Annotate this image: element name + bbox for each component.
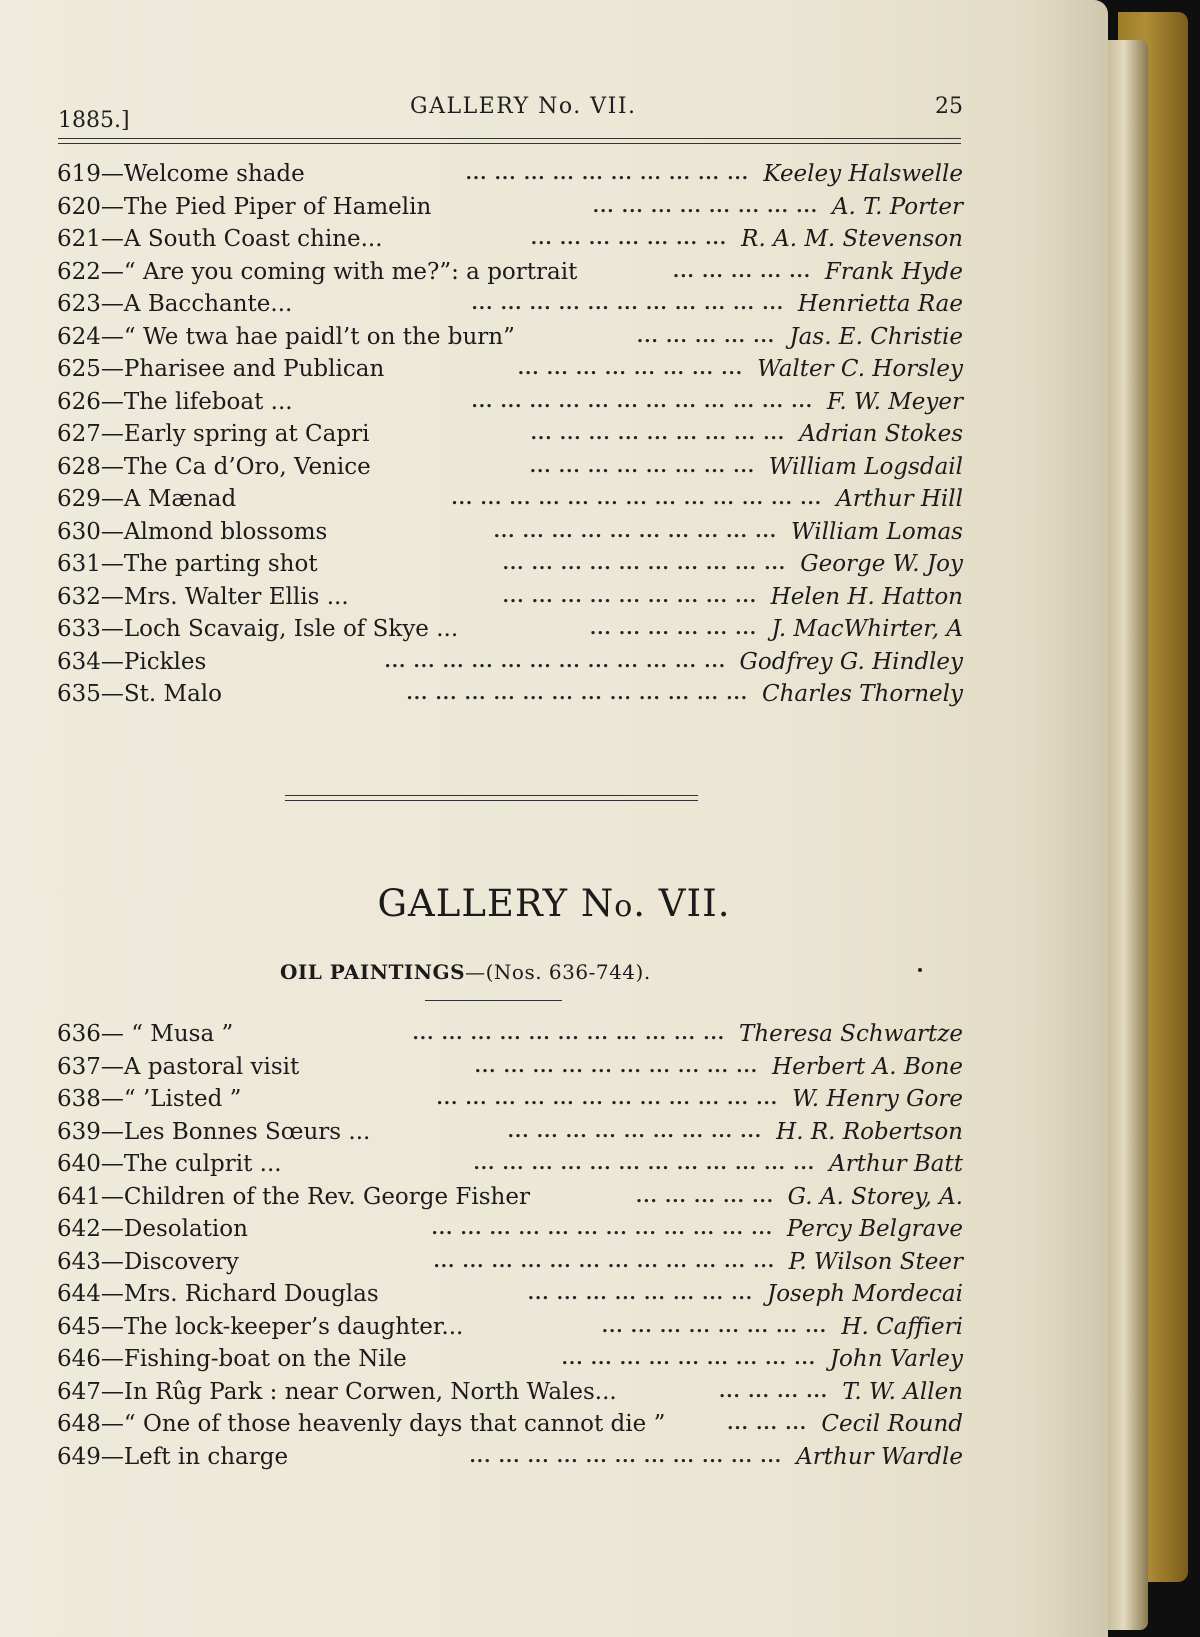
entry-title: 623—A Bacchante... (57, 291, 293, 317)
catalogue-entry (57, 321, 963, 354)
catalogue-entry (57, 386, 963, 419)
entry-title: 644—Mrs. Richard Douglas (57, 1281, 379, 1307)
entry-artist: J. MacWhirter, A (771, 616, 963, 642)
entry-artist: Percy Belgrave (786, 1216, 963, 1242)
leader-dots: ... ... ... ... ... ... ... ... ... ... ... ... (406, 683, 748, 704)
section-title-end: . VII. (633, 882, 731, 925)
entry-title: 620—The Pied Piper of Hamelin (57, 193, 432, 220)
catalogue-entry (57, 158, 963, 191)
leader-dots: ... ... ... ... ... ... ... ... ... ... (493, 520, 777, 542)
catalogue-entry (57, 581, 963, 614)
leader-dots: ... ... ... ... ... ... ... ... ... ... ... ... (436, 1088, 778, 1109)
catalogue-entry (57, 1051, 963, 1084)
catalogue-entry (57, 1441, 963, 1474)
catalogue-entry (57, 1408, 963, 1441)
leader-dots: ... ... ... (727, 1413, 807, 1434)
header-title: GALLERY No. VII. (410, 94, 637, 119)
entry-title: 641—Children of the Rev. George Fisher (57, 1183, 530, 1210)
leader-dots: ... ... ... ... ... ... ... ... ... ... ... ... (433, 1250, 775, 1272)
catalogue-entry (57, 1343, 963, 1376)
leader-dots: ... ... ... ... ... ... ... ... ... (502, 585, 757, 607)
catalogue-list-bottom (57, 1018, 963, 1473)
leader-dots: ... ... ... ... ... ... ... ... ... ... ... ... (473, 1153, 815, 1174)
entry-artist: Arthur Hill (836, 486, 963, 512)
entry-artist: H. Caffieri (841, 1313, 963, 1340)
section-title-small: o (614, 889, 634, 924)
catalogue-entry (57, 1181, 963, 1214)
leader-dots: ... ... ... ... ... (635, 1185, 774, 1207)
entry-artist: William Logsdail (768, 453, 963, 480)
entry-artist: G. A. Storey, A. (787, 1183, 963, 1210)
entry-artist: Theresa Schwartze (738, 1021, 963, 1047)
catalogue-entry (57, 223, 963, 256)
entry-title: 619—Welcome shade (57, 161, 305, 187)
catalogue-entry (57, 1376, 963, 1409)
leader-dots: ... ... ... ... ... ... ... ... ... (507, 1120, 762, 1142)
catalogue-list-top (57, 158, 963, 711)
entry-artist: John Varley (829, 1346, 963, 1372)
entry-title: 638—“ ’Listed ” (57, 1086, 242, 1112)
entry-title: 628—The Ca d’Oro, Venice (57, 453, 371, 480)
catalogue-entry (57, 678, 963, 711)
leader-dots: ... ... ... ... ... ... ... ... (592, 195, 818, 217)
entry-title: 630—Almond blossoms (57, 518, 328, 545)
catalogue-entry (57, 1246, 963, 1279)
leader-dots: ... ... ... ... ... ... ... ... ... (530, 423, 785, 444)
entry-title: 640—The culprit ... (57, 1151, 282, 1177)
entry-artist: A. T. Porter (831, 193, 963, 220)
page-number: 25 (935, 94, 963, 119)
catalogue-entry (57, 1018, 963, 1051)
leader-dots: ... ... ... ... ... (636, 325, 775, 347)
entry-artist: Helen H. Hatton (770, 583, 963, 610)
catalogue-entry (57, 1278, 963, 1311)
entry-title: 629—A Mænad (57, 486, 237, 512)
entry-artist: Joseph Mordecai (766, 1281, 963, 1307)
leader-dots: ... ... ... ... ... ... ... ... ... ... (474, 1055, 758, 1077)
entry-artist: Keeley Halswelle (763, 161, 963, 187)
entry-title: 642—Desolation (57, 1216, 248, 1242)
leader-dots: ... ... ... ... ... ... ... ... (517, 358, 743, 379)
catalogue-entry (57, 646, 963, 679)
entry-artist: Godfrey G. Hindley (739, 648, 963, 675)
leader-dots: ... ... ... ... ... ... ... ... (527, 1283, 753, 1304)
leader-dots: ... ... ... ... ... ... ... ... ... ... ... (471, 293, 784, 314)
entry-title: 649—Left in charge (57, 1443, 289, 1470)
entry-title: 647—In Rûg Park : near Corwen, North Wales... (57, 1378, 617, 1405)
entry-title: 622—“ Are you coming with me?”: a portrait (57, 258, 578, 285)
entry-artist: H. R. Robertson (776, 1118, 963, 1145)
catalogue-entry (57, 1083, 963, 1116)
catalogue-entry (57, 483, 963, 516)
section-title (0, 882, 1108, 925)
page-stack-edge (1108, 40, 1148, 1630)
leader-dots: ... ... ... ... ... ... ... ... ... ... ... ... (431, 1218, 773, 1239)
catalogue-entry (57, 1213, 963, 1246)
entry-title: 636— “ Musa ” (57, 1021, 234, 1047)
entry-artist: Adrian Stokes (799, 421, 963, 447)
entry-artist: Jas. E. Christie (789, 323, 963, 350)
header-year: 1885.] (58, 108, 130, 133)
section-subtitle (280, 960, 651, 984)
entry-title: 633—Loch Scavaig, Isle of Skye ... (57, 616, 459, 642)
leader-dots: ... ... ... ... ... ... ... ... (529, 455, 755, 477)
entry-title: 637—A pastoral visit (57, 1053, 300, 1080)
entry-artist: W. Henry Gore (792, 1086, 963, 1112)
entry-title: 646—Fishing-boat on the Nile (57, 1346, 407, 1372)
section-title-main: GALLERY N (377, 882, 615, 925)
entry-artist: Cecil Round (821, 1411, 963, 1437)
leader-dots: ... ... ... ... ... ... ... ... ... ... ... ... ... (451, 488, 822, 509)
entry-title: 631—The parting shot (57, 551, 318, 577)
subtitle-rule (425, 1000, 562, 1001)
entry-artist: William Lomas (791, 518, 963, 545)
catalogue-entry (57, 1148, 963, 1181)
leader-dots: ... ... ... ... ... ... ... ... ... ... (502, 553, 786, 574)
leader-dots: ... ... ... ... ... (672, 260, 811, 282)
entry-artist: Arthur Batt (829, 1151, 963, 1177)
catalogue-entry (57, 1116, 963, 1149)
leader-dots: ... ... ... ... ... ... ... ... (601, 1315, 827, 1337)
catalogue-entry (57, 516, 963, 549)
leader-dots: ... ... ... ... ... ... ... ... ... ... ... (469, 1445, 782, 1467)
entry-title: 639—Les Bonnes Sœurs ... (57, 1118, 371, 1145)
entry-artist: Frank Hyde (824, 258, 963, 285)
catalogue-entry (57, 353, 963, 386)
catalogue-entry (57, 548, 963, 581)
entry-title: 648—“ One of those heavenly days that cannot die ” (57, 1411, 666, 1437)
entry-artist: T. W. Allen (842, 1378, 963, 1405)
entry-artist: Charles Thornely (762, 681, 963, 707)
leader-dots: ... ... ... ... ... ... ... ... ... ... ... ... (384, 650, 726, 672)
entry-title: 645—The lock-keeper’s daughter... (57, 1313, 464, 1340)
entry-title: 635—St. Malo (57, 681, 222, 707)
catalogue-entry (57, 288, 963, 321)
stray-dot (918, 968, 922, 972)
leader-dots: ... ... ... ... ... ... ... ... ... ... ... ... (471, 390, 813, 412)
catalogue-entry (57, 256, 963, 289)
leader-dots: ... ... ... ... ... ... ... (530, 228, 727, 249)
section-subtitle-range: —(Nos. 636-744). (465, 960, 651, 984)
running-header (0, 90, 1108, 133)
entry-title: 626—The lifeboat ... (57, 388, 293, 415)
catalogue-entry (57, 191, 963, 224)
entry-title: 621—A South Coast chine... (57, 226, 383, 252)
entry-title: 624—“ We twa hae paidl’t on the burn” (57, 323, 515, 350)
entry-artist: Arthur Wardle (796, 1443, 963, 1470)
leader-dots: ... ... ... ... ... ... ... ... ... (561, 1348, 816, 1369)
entry-title: 643—Discovery (57, 1248, 239, 1275)
entry-title: 627—Early spring at Capri (57, 421, 370, 447)
entry-title: 625—Pharisee and Publican (57, 356, 385, 382)
entry-title: 632—Mrs. Walter Ellis ... (57, 583, 349, 610)
leader-dots: ... ... ... ... ... ... ... ... ... ... ... (412, 1023, 725, 1044)
catalogue-entry (57, 418, 963, 451)
leader-dots: ... ... ... ... ... ... ... ... ... ... (465, 163, 749, 184)
catalogue-entry (57, 451, 963, 484)
entry-artist: Henrietta Rae (797, 291, 963, 317)
entry-artist: George W. Joy (800, 551, 963, 577)
leader-dots: ... ... ... ... ... ... (589, 618, 757, 639)
catalogue-entry (57, 1311, 963, 1344)
entry-artist: Herbert A. Bone (772, 1053, 963, 1080)
section-subtitle-label: OIL PAINTINGS (280, 960, 466, 984)
entry-title: 634—Pickles (57, 648, 207, 675)
catalogue-entry (57, 613, 963, 646)
entry-artist: Walter C. Horsley (757, 356, 963, 382)
entry-artist: F. W. Meyer (826, 388, 963, 415)
entry-artist: R. A. M. Stevenson (741, 226, 963, 252)
leader-dots: ... ... ... ... (719, 1380, 828, 1402)
entry-artist: P. Wilson Steer (788, 1248, 963, 1275)
header-rule (58, 138, 961, 144)
section-divider (285, 795, 698, 801)
